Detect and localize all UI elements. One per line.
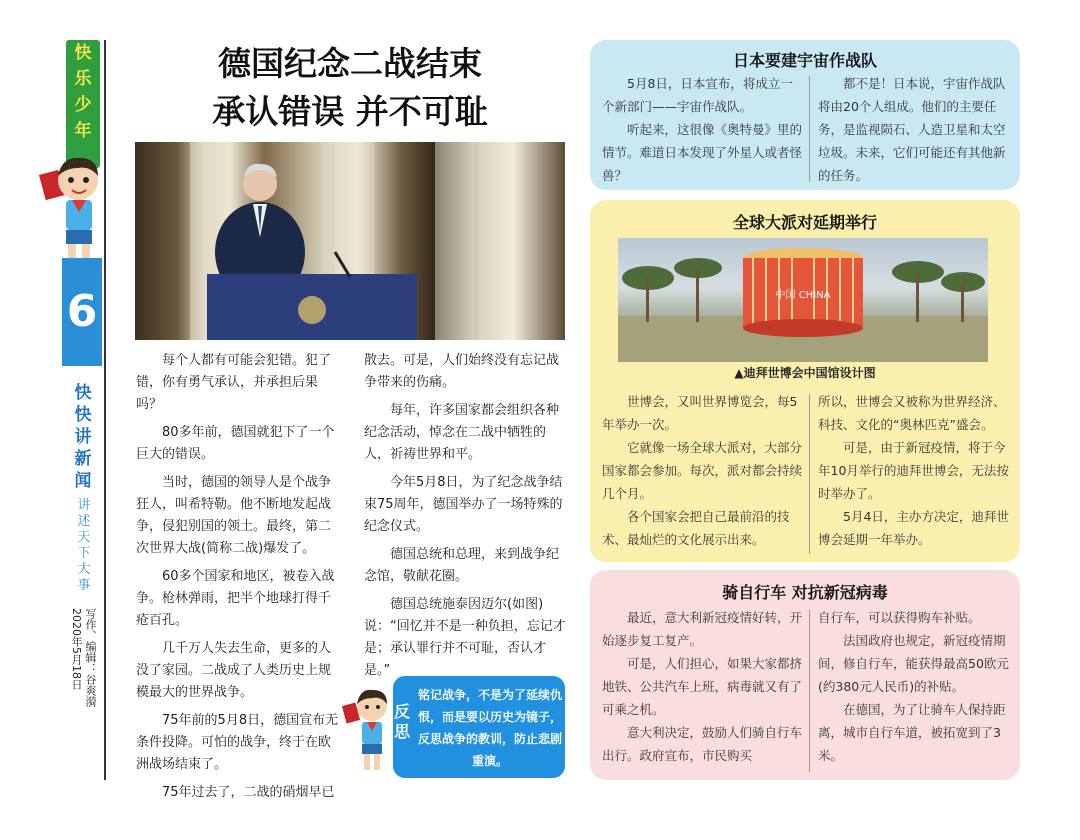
- section-subtitle-char: 大: [77, 562, 91, 577]
- paragraph: 世博会，又叫世界博览会，每5年举办一次。: [602, 394, 798, 432]
- page-number: 6: [66, 286, 98, 337]
- author-credit: 写作、编辑：谷爽漪: [84, 608, 97, 707]
- section-subtitle-char: 天: [77, 530, 91, 545]
- box-column-right: [818, 606, 1012, 767]
- paragraph: 听起来，这很像《奥特曼》里的情节。难道日本发现了外星人或者怪兽？: [602, 122, 803, 183]
- box-title: 日本要建宇宙作战队: [732, 51, 877, 70]
- paragraph: 德国总统施泰因迈尔(如图)说：“回忆并不是一种负担，忘记才是；承认罪行并不可耻，否认才是。”: [364, 597, 566, 678]
- section-title-char: 讲: [74, 427, 92, 447]
- paragraph: 80多年前，德国就犯下了一个巨大的错误。: [136, 425, 335, 462]
- article-column-2: [364, 350, 569, 688]
- paragraph: 德国总统和总理，来到战争纪念馆，敬献花圈。: [364, 547, 560, 584]
- column-divider: [809, 76, 810, 182]
- paragraph: 当时，德国的领导人是个战争狂人，叫希特勒。他不断地发起战争，侵犯别国的领土。最终，第二次世界大战(简称二战)爆发了。: [136, 475, 332, 556]
- news-box-cycling: [590, 570, 1020, 780]
- mascot-kid-small-illustration: [342, 684, 398, 776]
- paragraph: 各个国家会把自己最前沿的技术、最灿烂的文化展示出来。: [602, 509, 790, 547]
- paragraph: 都不是！日本说，宇宙作战队将由20个人组成。他们的主要任务，是监视陨石、人造卫星和太空垃圾。未来，它们可能还有其他新的任务。: [818, 76, 1006, 183]
- section-subtitle: [74, 498, 94, 594]
- brand-char: 快: [74, 43, 92, 63]
- china-pavilion-image: [618, 238, 988, 362]
- news-box-space-force: [590, 40, 1020, 190]
- paragraph: 它就像一场全球大派对，大部分国家都会参加。每次，派对都会持续几个月。: [602, 440, 803, 501]
- image-caption: ▲迪拜世博会中国馆设计图: [734, 366, 876, 380]
- section-title-char: 闻: [74, 471, 92, 491]
- paragraph: 最近，意大利新冠疫情好转，开始逐步复工复产。: [602, 610, 803, 648]
- section-title-char: 快: [74, 383, 92, 403]
- section-title: [70, 382, 96, 492]
- box-column-left: [602, 606, 802, 767]
- column-divider: [809, 394, 810, 554]
- section-title-char: 快: [74, 405, 92, 425]
- column-divider: [809, 610, 810, 772]
- section-subtitle-char: 述: [77, 514, 91, 529]
- reflection-text: 铭记战争，不是为了延续仇恨，而是要以历史为镜子，反思战争的教训，防止悲剧重演。: [418, 688, 563, 768]
- headline-line-1: 德国纪念二战结束: [218, 44, 482, 83]
- brand-char: 年: [74, 121, 92, 141]
- paragraph: 意大利决定，鼓励人们骑自行车出行。政府宣布，市民购买: [602, 725, 803, 763]
- paragraph-continuation: 所以，世博会又被称为世界经济、科技、文化的“奥林匹克”盛会。: [818, 394, 1006, 432]
- headline-line-2: 承认错误 并不可耻: [212, 92, 488, 131]
- pavilion-sign: 中国 CHINA: [775, 290, 831, 301]
- paragraph: 几千万人失去生命，更多的人没了家园。二战成了人类历史上规模最大的世界战争。: [136, 641, 332, 700]
- paragraph: 5月4日，主办方决定，迪拜世博会延期一年举办。: [818, 509, 1009, 547]
- paragraph: 每年，许多国家都会组织各种纪念活动，悼念在二战中牺牲的人，祈祷世界和平。: [364, 403, 560, 462]
- box-column-right: [818, 390, 1012, 551]
- headline: [140, 40, 560, 136]
- paragraph: 在德国，为了让骑车人保持距离，城市自行车道，被拓宽到了3米。: [818, 702, 1006, 763]
- paragraph-continuation: 散去。可是，人们始终没有忘记战争带来的伤痛。: [364, 353, 560, 390]
- paragraph: 法国政府也规定，新冠疫情期间，修自行车，能获得最高50欧元(约380元人民币)的补贴。: [818, 633, 1009, 694]
- paragraph: 可是，由于新冠疫情，将于今年10月举行的迪拜世博会，无法按时举办了。: [818, 440, 1009, 501]
- issue-date: 2020年5月18日: [70, 608, 83, 690]
- paragraph: 60多个国家和地区，被卷入战争。枪林弹雨，把半个地球打得千疮百孔。: [136, 569, 335, 628]
- box-title: 全球大派对延期举行: [732, 213, 877, 232]
- section-subtitle-char: 下: [77, 546, 91, 561]
- section-subtitle-char: 讲: [77, 498, 91, 513]
- section-subtitle-char: 事: [77, 578, 91, 593]
- paragraph: 75年前的5月8日，德国宣布无条件投降。可怕的战争，终于在欧洲战场结束了。: [136, 713, 339, 772]
- box-column-left: [602, 390, 802, 551]
- paragraph: 今年5月8日，为了纪念战争结束75周年，德国举办了一场特殊的纪念仪式。: [364, 475, 563, 534]
- page-number-block: [62, 258, 102, 366]
- article-column-1: [136, 350, 341, 810]
- paragraph: 5月8日，日本宣布，将成立一个新部门——宇宙作战队。: [602, 76, 793, 114]
- brand-char: 少: [74, 95, 92, 115]
- paragraph: 可是，人们担心，如果大家都挤地铁、公共汽车上班，病毒就又有了可乘之机。: [602, 656, 803, 717]
- reflection-label: 反思: [394, 702, 411, 741]
- box-column-right: [818, 72, 1012, 187]
- sidebar-divider: [104, 40, 106, 780]
- section-title-char: 新: [74, 449, 92, 469]
- brand-char: 乐: [74, 69, 92, 89]
- paragraph-continuation: 自行车，可以获得购车补贴。: [818, 610, 981, 625]
- paragraph: 每个人都有可能会犯错。犯了错，你有勇气承认，并承担后果吗？: [136, 353, 332, 412]
- mascot-kid-illustration: [36, 150, 112, 270]
- president-speech-photo: [135, 142, 565, 340]
- paragraph: 75年过去了，二战的硝烟早已: [162, 785, 335, 800]
- brand-strip: [66, 40, 100, 168]
- box-title: 骑自行车 对抗新冠病毒: [722, 583, 888, 602]
- box-column-left: [602, 72, 802, 187]
